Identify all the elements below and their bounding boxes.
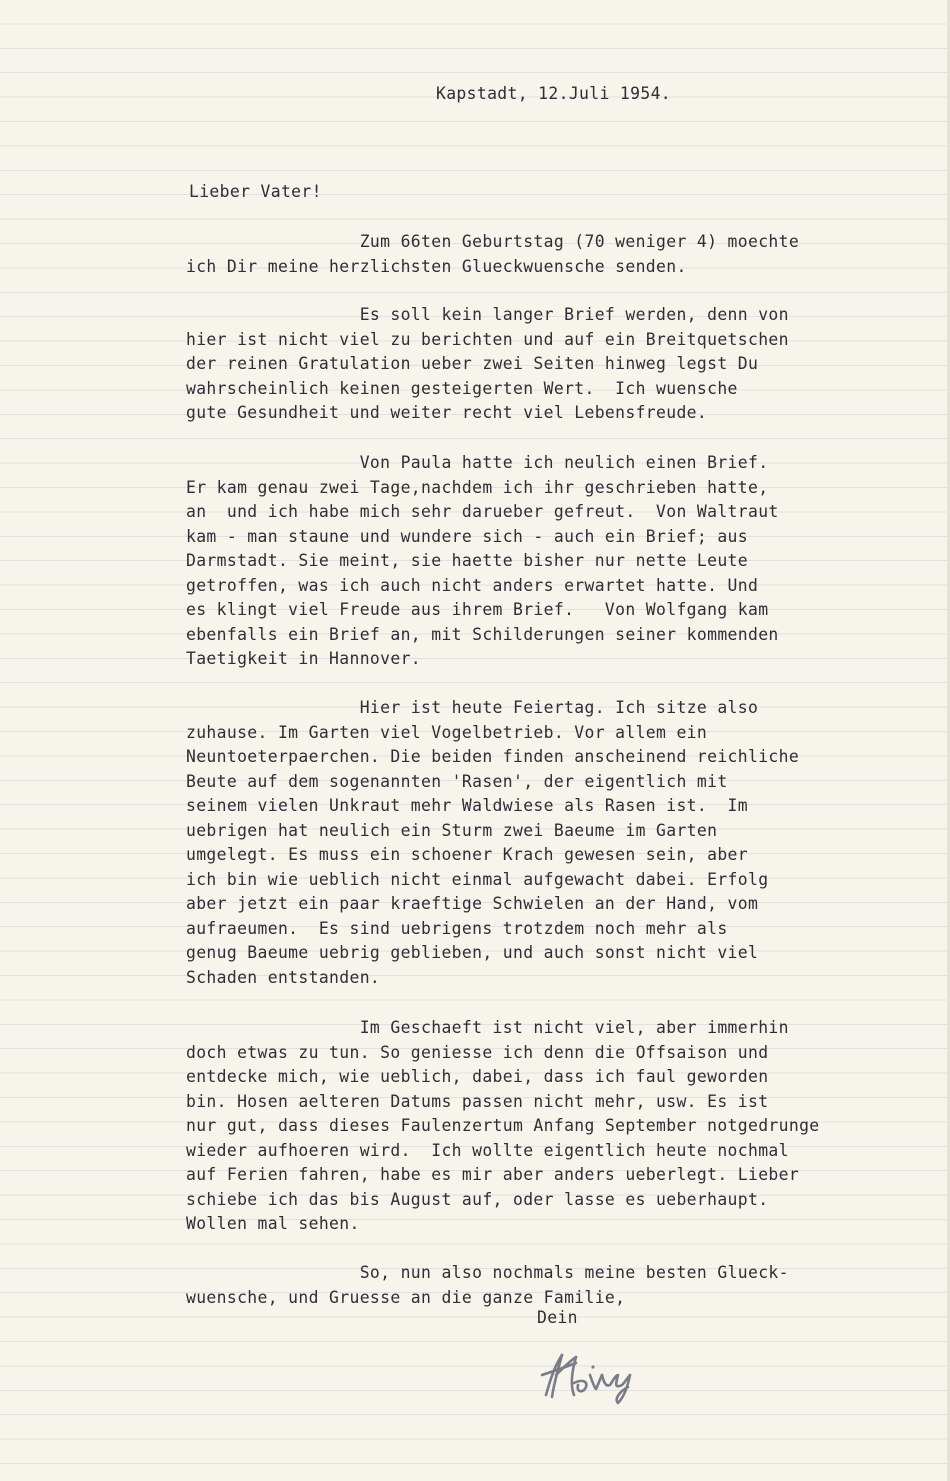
letter-date: Kapstadt, 12.Juli 1954. xyxy=(436,84,672,103)
paragraph-greeting: Zum 66ten Geburtstag (70 weniger 4) moechte ich Dir meine herzlichsten Glueckwuensche senden. xyxy=(186,232,800,276)
paragraph-family-news: Von Paula hatte ich neulich einen Brief. Er kam genau zwei Tage,nachdem ich ihr geschrieben hatte, an und ich habe mich sehr darueber gefreut. Von Waltraut kam - man staune und wundere sich - auch ein Brief; aus Darmstadt. Sie meint, sie haette bisher nur nette Leute getroffen, was ich auch nicht anders erwartet hatte. Und es klingt viel Freude aus ihrem Brief. Von Wolfgang kam ebenfalls ein Brief an, mit Schilderungen seiner kommenden Taetigkeit in Hannover. xyxy=(186,453,779,668)
handwritten-signature xyxy=(532,1345,642,1405)
paragraph-closing-wishes: So, nun also nochmals meine besten Glueck- wuensche, und Gruesse an die ganze Familie, xyxy=(186,1263,789,1307)
closing-word: Dein xyxy=(537,1308,578,1327)
paragraph-short-letter: Es soll kein langer Brief werden, denn von hier ist nicht viel zu berichten und auf ein Breitquetschen der reinen Gratulation ueber zwei Seiten hinweg legst Du wahrscheinlich keinen gesteigerten Wert. Ich wuensche gute Gesundheit und weiter recht viel Lebensfreude. xyxy=(186,305,789,422)
salutation: Lieber Vater! xyxy=(189,182,322,201)
paragraph-holiday-garden: Hier ist heute Feiertag. Ich sitze also zuhause. Im Garten viel Vogelbetrieb. Vor allem ein Neuntoeterpaerchen. Die beiden finden anscheinend reichliche Beute auf dem sogenannten 'Rasen', der eigentlich mit seinem vielen Unkraut mehr Waldwiese als Rasen ist. Im uebrigen hat neulich ein Sturm zwei Baeume im Garten umgelegt. Es muss ein schoener Krach gewesen sein, aber ich bin wie ueblich nicht einmal aufgewacht dabei. Erfolg aber jetzt ein paar kraeftige Schwielen an der Hand, vom aufraeumen. Es sind uebrigens trotzdem noch mehr als genug Baeume uebrig geblieben, und auch sonst nicht viel Schaden entstanden. xyxy=(186,698,800,987)
paragraph-business: Im Geschaeft ist nicht viel, aber immerhin doch etwas zu tun. So geniesse ich denn die Offsaison und entdecke mich, wie ueblich, dabei, dass ich faul geworden bin. Hosen aelteren Datums passen nicht mehr, usw. Es ist nur gut, dass dieses Faulenzertum Anfang September notgedrunge wieder aufhoeren wird. Ich wollte eigentlich heute nochmal auf Ferien fahren, habe es mir aber anders ueberlegt. Lieber schiebe ich das bis August auf, oder lasse es ueberhaupt. Wollen mal sehen. xyxy=(186,1018,820,1233)
